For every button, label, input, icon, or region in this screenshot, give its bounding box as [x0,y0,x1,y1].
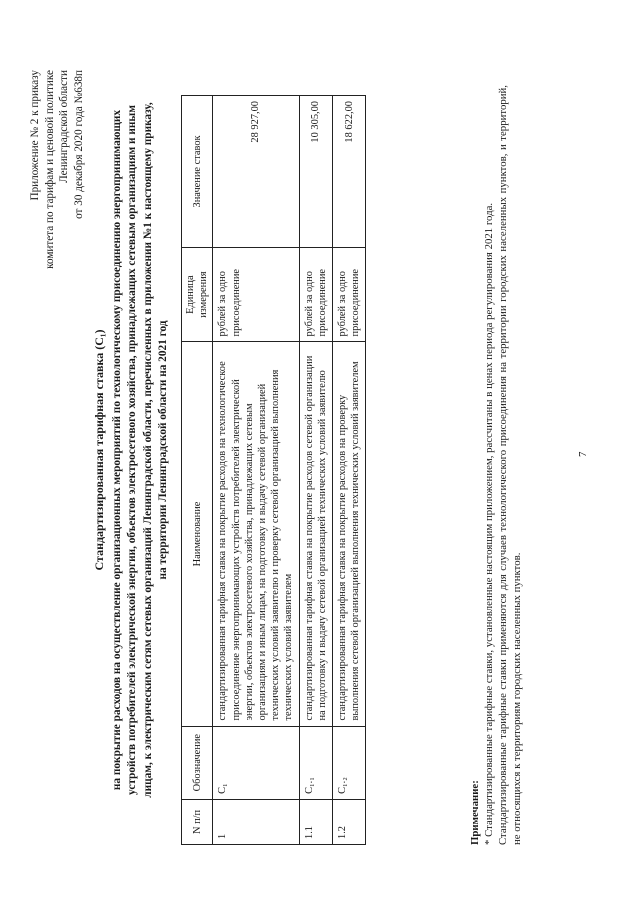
header-line-2: комитета по тарифам и ценовой политике [43,70,56,269]
title-line-3: устройств потребителей электрической энергии, объектов электросетевого хозяйства, принадлежащих сетевым организациям и иным [126,105,138,795]
header-name: Наименование [182,342,213,726]
tariff-table [181,95,366,845]
row-unit: рублей за одно присоединение [299,247,332,342]
notes-label: Примечание: [469,780,481,845]
title-line-5: на территории Ленинградской области на 2021 год [157,320,169,580]
row-num: 1.2 [333,799,366,844]
row-num: 1.1 [299,799,332,844]
header-line-3: Ленинградской области [58,70,70,183]
table-header-row [182,96,213,845]
header-num: N п/п [182,799,213,844]
notes-line-1: * Стандартизированные тарифные ставки, установленные настоящим приложением, рассчитаны в ценах периода регулирования 2021 года. [483,202,495,845]
notes-line-2: Стандартизированные тарифные ставки применяются для случаев технологического присоединения на территории городских населенных пунктов, и территорий, не относящихся к территориям городских населенных пунктов. [497,85,523,845]
row-symbol: C₁ [213,726,299,799]
row-name: стандартизированная тарифная ставка на покрытие расходов на технологическое присоединение энергопринимающих устройств потребителей электрической энергии, объектов электросетевого хозяйства, принадлежащих сетевым организациям и иным лицам, на подготовку и выдачу сетевой организацией технических условий заявителю и проверку сетевой организацией выполнения технических условий заявителем [213,342,299,726]
table-row [333,96,366,845]
row-symbol: C₁.₂ [333,726,366,799]
row-name: стандартизированная тарифная ставка на покрытие расходов на проверку выполнения сетевой организацией выполнения технических условий заявителем [333,342,366,726]
document-title [92,55,172,845]
table-row [299,96,332,845]
header-symbol: Обозначение [182,726,213,799]
header-unit: Единица измерения [182,247,213,342]
row-value: 18 622,00 [333,96,366,248]
row-num: 1 [213,799,299,844]
appendix-header [28,70,86,370]
row-unit: рублей за одно присоединение [213,247,299,342]
page-number: 7 [577,451,589,457]
row-symbol: C₁.₁ [299,726,332,799]
row-value: 10 305,00 [299,96,332,248]
title-line-4: лицам, к электрическим сетям сетевых организаций Ленинградской области, перечисленных в приложении №1 к настоящему приказу, [141,102,154,798]
header-value: Значение ставок [182,96,213,248]
notes-section [468,85,524,845]
header-line-1: Приложение № 2 к приказу [29,70,41,201]
row-value: 28 927,00 [213,96,299,248]
row-name: стандартизированная тарифная ставка на покрытие расходов сетевой организации на подготовку и выдачу сетевой организацией технических условий заявителю [299,342,332,726]
title-line-2: на покрытие расходов на осуществление организационных мероприятий по технологическому присоединению энергопринимающих [110,109,123,791]
table-row [213,96,299,845]
header-line-4: от 30 декабря 2020 года №638п [72,70,85,219]
title-line-1: Стандартизированная тарифная ставка (C₁) [92,329,106,571]
row-unit: рублей за одно присоединение [333,247,366,342]
